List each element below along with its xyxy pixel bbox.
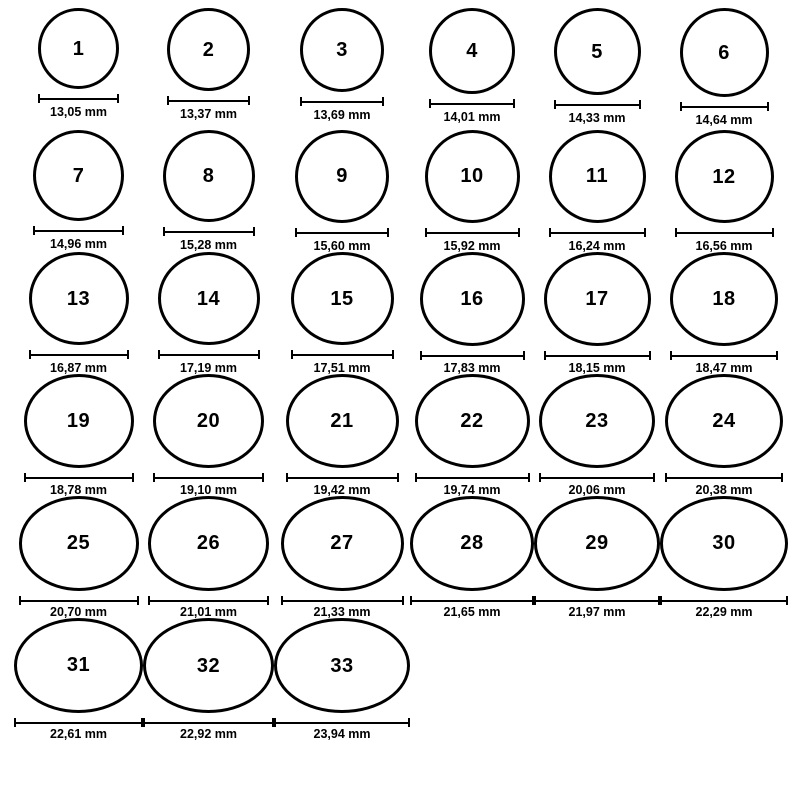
ring-size-cell — [274, 618, 410, 740]
ring-size-cell — [410, 252, 534, 374]
ruler-tick-right — [127, 350, 129, 359]
ruler-bar — [286, 477, 399, 479]
ruler-bar — [429, 103, 515, 105]
diameter-ruler — [660, 596, 788, 603]
ruler-tick-left — [274, 718, 276, 727]
ring-size-cell — [534, 496, 660, 618]
diameter-label: 21,65 mm — [443, 604, 501, 619]
ring-circle — [153, 374, 264, 468]
ring-size-number: 8 — [202, 165, 215, 187]
diameter-label: 14,96 mm — [50, 237, 107, 251]
diameter-label: 15,60 mm — [313, 238, 371, 253]
ruler-bar — [158, 354, 260, 356]
ruler-tick-right — [653, 473, 655, 482]
diameter-label: 15,28 mm — [180, 238, 237, 252]
ruler-bar — [539, 477, 655, 479]
ruler-bar — [670, 355, 778, 357]
ruler-tick-left — [670, 351, 672, 360]
diameter-ruler — [14, 718, 143, 725]
ring-circle — [291, 252, 394, 345]
ruler-bar — [680, 106, 769, 108]
diameter-label: 13,05 mm — [50, 105, 107, 119]
ruler-bar — [163, 231, 255, 233]
ruler-bar — [14, 722, 143, 724]
ring-circle — [554, 8, 641, 95]
ruler-tick-left — [544, 351, 546, 360]
diameter-ruler — [670, 351, 778, 359]
ring-size-number: 12 — [712, 165, 736, 188]
ruler-tick-right — [132, 473, 134, 482]
ring-size-cell — [274, 496, 410, 618]
ruler-tick-left — [665, 473, 667, 482]
ruler-tick-left — [19, 596, 21, 605]
ruler-bar — [33, 230, 124, 232]
ruler-tick-left — [24, 473, 26, 482]
diameter-label: 18,78 mm — [50, 482, 107, 497]
ring-size-number: 6 — [718, 41, 730, 64]
ruler-bar — [544, 355, 651, 357]
ring-size-cell — [534, 8, 660, 130]
ring-circle — [19, 496, 139, 591]
ring-size-number: 16 — [460, 287, 484, 310]
ruler-tick-right — [528, 473, 530, 482]
ring-circle — [14, 618, 143, 713]
diameter-ruler — [410, 596, 534, 603]
ruler-tick-left — [167, 96, 169, 105]
ruler-tick-left — [425, 228, 427, 237]
diameter-ruler — [158, 350, 260, 358]
ruler-tick-left — [410, 596, 412, 605]
ruler-tick-left — [158, 350, 160, 359]
diameter-ruler — [665, 473, 783, 480]
ruler-tick-right — [786, 596, 788, 605]
ring-size-number: 19 — [66, 409, 91, 432]
ring-circle — [429, 8, 515, 94]
ruler-bar — [675, 232, 774, 234]
diameter-label: 19,74 mm — [443, 482, 501, 497]
ruler-tick-right — [117, 94, 119, 103]
ring-size-cell — [274, 252, 410, 374]
ruler-tick-right — [776, 351, 778, 360]
ruler-tick-right — [644, 228, 646, 237]
ring-circle — [539, 374, 655, 468]
ring-circle — [670, 252, 778, 346]
diameter-ruler — [675, 228, 774, 236]
ring-size-number: 5 — [591, 40, 603, 63]
ring-size-cell — [660, 496, 788, 618]
ruler-tick-left — [153, 473, 155, 482]
ring-circle — [33, 130, 124, 221]
ring-size-cell — [14, 374, 143, 496]
ruler-tick-right — [387, 228, 389, 237]
ring-size-cell — [660, 252, 788, 374]
diameter-ruler — [38, 94, 119, 103]
ring-size-number: 9 — [336, 165, 348, 188]
ruler-tick-right — [248, 96, 250, 105]
ring-size-number: 29 — [585, 532, 609, 555]
ring-size-cell — [410, 130, 534, 252]
diameter-label: 14,33 mm — [568, 111, 626, 125]
diameter-label: 13,37 mm — [180, 107, 237, 121]
ruler-tick-right — [392, 350, 394, 359]
ruler-tick-left — [680, 102, 682, 111]
diameter-ruler — [544, 351, 651, 359]
ruler-bar — [660, 600, 788, 602]
diameter-label: 17,51 mm — [313, 360, 371, 375]
ruler-tick-left — [33, 226, 35, 235]
ruler-bar — [29, 354, 129, 356]
ruler-tick-right — [258, 350, 260, 359]
ring-size-cell — [14, 8, 143, 130]
diameter-ruler — [163, 227, 255, 236]
ruler-tick-left — [675, 228, 677, 237]
ring-size-cell — [14, 618, 143, 740]
ruler-bar — [19, 600, 139, 602]
ring-size-number: 11 — [585, 165, 609, 188]
ring-size-cell — [660, 8, 788, 130]
ring-circle — [143, 618, 274, 713]
diameter-ruler — [415, 473, 530, 480]
ruler-tick-left — [415, 473, 417, 482]
ruler-bar — [534, 600, 660, 602]
ruler-bar — [153, 477, 264, 479]
ring-circle — [544, 252, 651, 346]
ruler-tick-right — [267, 596, 269, 605]
ring-size-number: 31 — [66, 654, 91, 677]
diameter-label: 21,33 mm — [313, 604, 371, 619]
ring-circle — [534, 496, 660, 591]
ring-size-number: 24 — [712, 410, 736, 433]
diameter-label: 22,92 mm — [180, 726, 237, 741]
ring-size-cell — [660, 374, 788, 496]
ring-size-cell — [14, 252, 143, 374]
ruler-tick-left — [291, 350, 293, 359]
ring-circle — [286, 374, 399, 468]
ring-size-number: 21 — [330, 410, 354, 433]
ring-size-cell — [274, 374, 410, 496]
diameter-label: 16,56 mm — [695, 238, 753, 253]
diameter-label: 15,92 mm — [443, 238, 501, 253]
diameter-ruler — [429, 99, 515, 108]
ring-circle — [415, 374, 530, 468]
diameter-label: 14,64 mm — [695, 113, 753, 127]
ring-circle — [163, 130, 255, 222]
ruler-bar — [665, 477, 783, 479]
diameter-label: 18,15 mm — [568, 360, 626, 375]
ring-size-number: 32 — [196, 654, 221, 677]
ring-size-number: 7 — [72, 164, 85, 187]
ring-circle — [660, 496, 788, 591]
ring-size-number: 23 — [585, 410, 609, 433]
ruler-bar — [420, 355, 525, 357]
ruler-tick-left — [554, 100, 556, 109]
ruler-bar — [291, 354, 394, 356]
ring-size-number: 17 — [585, 287, 609, 310]
diameter-label: 14,01 mm — [443, 110, 501, 124]
ring-size-cell — [534, 374, 660, 496]
diameter-ruler — [539, 473, 655, 480]
ring-size-cell — [410, 496, 534, 618]
ring-circle — [420, 252, 525, 346]
ruler-tick-left — [539, 473, 541, 482]
diameter-ruler — [420, 351, 525, 359]
ruler-bar — [300, 101, 384, 103]
diameter-ruler — [24, 473, 134, 481]
ring-size-cell — [410, 374, 534, 496]
ruler-tick-right — [122, 226, 124, 235]
ruler-tick-right — [253, 227, 255, 236]
ring-circle — [300, 8, 384, 92]
ring-size-cell — [660, 130, 788, 252]
ruler-tick-left — [286, 473, 288, 482]
ruler-tick-right — [523, 351, 525, 360]
diameter-ruler — [148, 596, 269, 603]
ring-size-number: 22 — [460, 410, 484, 433]
ruler-tick-left — [281, 596, 283, 605]
ring-circle — [29, 252, 129, 345]
ring-circle — [274, 618, 410, 713]
ruler-bar — [415, 477, 530, 479]
diameter-label: 22,29 mm — [695, 604, 753, 619]
ruler-tick-right — [513, 99, 515, 108]
ruler-tick-right — [402, 596, 404, 605]
ring-circle — [680, 8, 769, 97]
ruler-bar — [549, 232, 646, 234]
ruler-tick-left — [660, 596, 662, 605]
ring-size-number: 15 — [330, 287, 354, 310]
ruler-bar — [24, 477, 134, 479]
ruler-tick-left — [14, 718, 16, 727]
ring-circle — [167, 8, 250, 91]
ring-size-cell — [274, 8, 410, 130]
ring-size-cell — [143, 130, 274, 252]
ring-size-number: 4 — [466, 40, 478, 62]
ruler-tick-right — [137, 596, 139, 605]
ring-size-number: 27 — [330, 532, 354, 555]
diameter-label: 20,06 mm — [568, 482, 626, 497]
ruler-tick-left — [143, 718, 145, 727]
ruler-tick-left — [300, 97, 302, 106]
diameter-label: 17,19 mm — [180, 360, 237, 375]
ring-circle — [38, 8, 119, 89]
ring-size-cell — [14, 130, 143, 252]
ruler-bar — [274, 722, 410, 724]
ring-size-number: 18 — [712, 287, 736, 310]
ruler-tick-right — [772, 228, 774, 237]
ring-circle — [665, 374, 783, 468]
ring-size-number: 2 — [202, 38, 215, 61]
ring-size-number: 30 — [712, 532, 736, 555]
ruler-tick-right — [781, 473, 783, 482]
ring-circle — [148, 496, 269, 591]
diameter-label: 20,70 mm — [50, 604, 107, 619]
diameter-label: 13,69 mm — [313, 108, 371, 122]
ring-circle — [295, 130, 389, 223]
diameter-label: 18,47 mm — [695, 360, 753, 375]
ruler-tick-left — [534, 596, 536, 605]
diameter-label: 20,38 mm — [695, 482, 753, 497]
diameter-label: 19,42 mm — [313, 482, 371, 497]
ruler-tick-left — [163, 227, 165, 236]
ruler-tick-left — [295, 228, 297, 237]
diameter-ruler — [425, 228, 520, 237]
diameter-ruler — [29, 350, 129, 358]
ring-size-cell — [410, 8, 534, 130]
ring-size-cell — [14, 496, 143, 618]
ruler-bar — [148, 600, 269, 602]
ring-size-number: 10 — [460, 165, 484, 188]
ring-circle — [281, 496, 404, 591]
ruler-tick-right — [382, 97, 384, 106]
diameter-ruler — [143, 718, 274, 724]
ring-size-number: 33 — [330, 654, 354, 677]
ruler-bar — [295, 232, 389, 234]
diameter-ruler — [33, 226, 124, 235]
diameter-ruler — [281, 596, 404, 603]
ruler-tick-left — [420, 351, 422, 360]
diameter-ruler — [549, 228, 646, 237]
ring-size-cell — [143, 618, 274, 740]
ring-size-number: 25 — [66, 532, 91, 555]
ring-size-number: 13 — [66, 287, 91, 310]
ring-size-number: 26 — [196, 532, 221, 555]
ring-size-cell — [143, 252, 274, 374]
ruler-bar — [167, 100, 250, 102]
ruler-bar — [38, 98, 119, 100]
diameter-ruler — [295, 228, 389, 237]
diameter-ruler — [167, 96, 250, 105]
ring-size-cell — [143, 496, 274, 618]
ring-size-number: 3 — [336, 39, 348, 61]
diameter-label: 23,94 mm — [313, 726, 371, 741]
diameter-label: 19,10 mm — [180, 482, 237, 497]
diameter-ruler — [534, 596, 660, 603]
ruler-tick-left — [429, 99, 431, 108]
ruler-tick-right — [649, 351, 651, 360]
diameter-label: 21,97 mm — [568, 604, 626, 619]
ring-size-number: 28 — [460, 532, 484, 555]
ring-size-cell — [143, 374, 274, 496]
diameter-ruler — [286, 473, 399, 480]
ring-size-number: 1 — [72, 37, 85, 60]
ruler-tick-left — [38, 94, 40, 103]
ruler-bar — [281, 600, 404, 602]
diameter-ruler — [300, 97, 384, 106]
ruler-tick-right — [767, 102, 769, 111]
ruler-bar — [143, 722, 274, 724]
ring-size-number: 14 — [196, 287, 221, 310]
ring-circle — [410, 496, 534, 591]
ruler-tick-left — [148, 596, 150, 605]
ring-circle — [24, 374, 134, 468]
diameter-ruler — [680, 102, 769, 111]
ring-circle — [675, 130, 774, 223]
ruler-bar — [410, 600, 534, 602]
ruler-tick-right — [639, 100, 641, 109]
diameter-ruler — [274, 718, 410, 724]
diameter-ruler — [19, 596, 139, 603]
ruler-bar — [425, 232, 520, 234]
diameter-label: 16,24 mm — [568, 238, 626, 253]
ring-circle — [158, 252, 260, 345]
ring-size-cell — [534, 252, 660, 374]
ruler-tick-right — [518, 228, 520, 237]
diameter-ruler — [291, 350, 394, 358]
ruler-tick-right — [262, 473, 264, 482]
diameter-ruler — [153, 473, 264, 481]
ring-size-cell — [143, 8, 274, 130]
ring-size-cell — [534, 130, 660, 252]
diameter-label: 22,61 mm — [50, 726, 107, 741]
ruler-tick-right — [397, 473, 399, 482]
ring-circle — [425, 130, 520, 223]
diameter-ruler — [554, 100, 641, 109]
ring-circle — [549, 130, 646, 223]
ruler-tick-left — [549, 228, 551, 237]
ruler-bar — [554, 104, 641, 106]
ring-size-cell — [274, 130, 410, 252]
ruler-tick-left — [29, 350, 31, 359]
diameter-label: 17,83 mm — [443, 360, 501, 375]
diameter-label: 21,01 mm — [180, 604, 237, 619]
ring-size-number: 20 — [196, 409, 221, 432]
ruler-tick-right — [408, 718, 410, 727]
diameter-label: 16,87 mm — [50, 360, 107, 375]
